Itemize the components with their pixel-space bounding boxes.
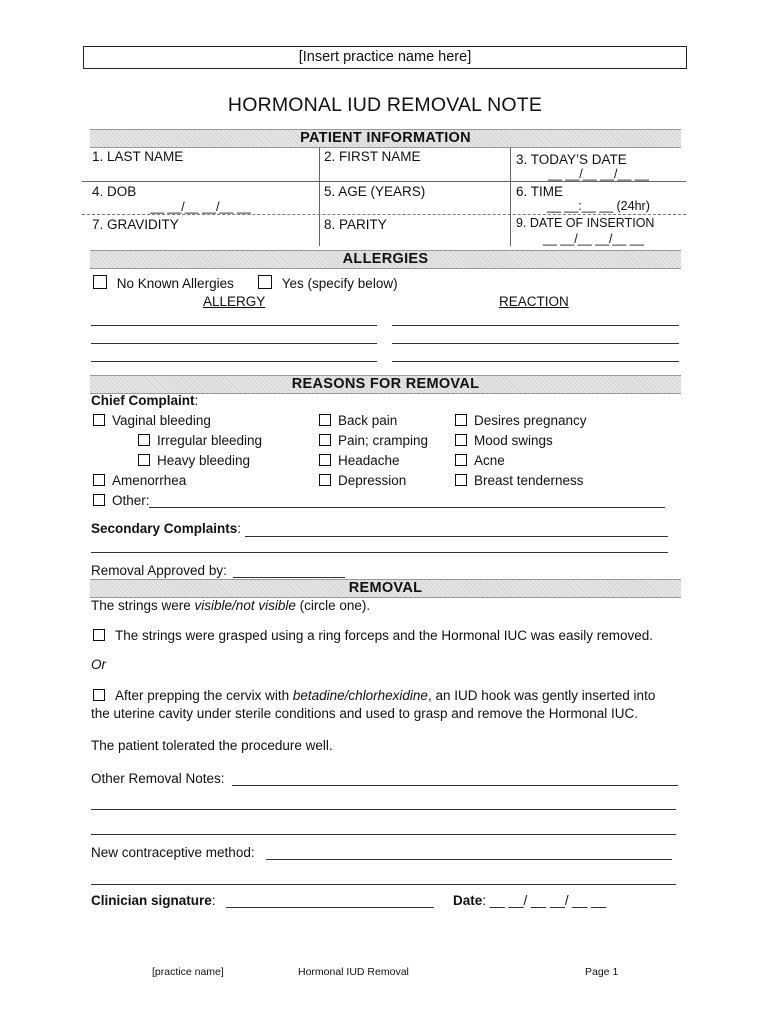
checkbox-icon[interactable] <box>93 689 105 701</box>
reaction-entry-line[interactable] <box>392 361 679 362</box>
new-contraceptive-label: New contraceptive method: <box>91 845 255 860</box>
yes-allergies-option[interactable]: Yes (specify below) <box>258 275 398 291</box>
iud-hook-text-line2: the uterine cavity under sterile conditions and used to grasp and remove the Hormonal IUC. <box>91 706 639 721</box>
reaction-entry-line[interactable] <box>392 325 679 326</box>
allergy-column-header: ALLERGY <box>203 294 266 309</box>
practice-name-box[interactable]: [Insert practice name here] <box>83 46 687 69</box>
allergy-entry-line[interactable] <box>91 325 377 326</box>
footer-document-title: Hormonal IUD Removal <box>298 966 409 978</box>
reaction-entry-line[interactable] <box>392 343 679 344</box>
checkbox-icon[interactable] <box>319 454 331 466</box>
irregular-bleeding-option[interactable]: Irregular bleeding <box>138 433 262 448</box>
section-patient-information: PATIENT INFORMATION <box>90 129 681 148</box>
clinician-signature-label: Clinician signature: <box>91 893 216 908</box>
checkbox-icon[interactable] <box>138 434 150 446</box>
checkbox-icon[interactable] <box>319 474 331 486</box>
or-text: Or <box>91 657 106 672</box>
breast-tenderness-option[interactable]: Breast tenderness <box>455 473 584 488</box>
table-divider <box>319 147 320 246</box>
new-contraceptive-line[interactable] <box>266 859 672 860</box>
desires-pregnancy-option[interactable]: Desires pregnancy <box>455 413 587 428</box>
back-pain-option[interactable]: Back pain <box>319 413 397 428</box>
clinician-signature-line[interactable] <box>226 907 434 908</box>
checkbox-icon[interactable] <box>93 275 107 289</box>
other-entry-line[interactable] <box>149 507 665 508</box>
date-field[interactable]: Date: __ __/ __ __/ __ __ <box>453 893 607 908</box>
checkbox-icon[interactable] <box>455 454 467 466</box>
age-field[interactable]: 5. AGE (YEARS) <box>324 184 426 199</box>
allergy-entry-line[interactable] <box>91 343 377 344</box>
checkbox-icon[interactable] <box>319 414 331 426</box>
removal-approved-line[interactable] <box>233 577 345 578</box>
gravidity-field[interactable]: 7. GRAVIDITY <box>92 217 179 232</box>
new-contraceptive-line[interactable] <box>91 884 676 885</box>
depression-option[interactable]: Depression <box>319 473 406 488</box>
checkbox-icon[interactable] <box>455 414 467 426</box>
table-rule <box>82 181 686 182</box>
dob-field[interactable]: __ __/__ __/__ __ <box>150 200 251 214</box>
time-label: 6. TIME <box>516 184 564 199</box>
secondary-complaints-label: Secondary Complaints: <box>91 521 242 536</box>
other-removal-notes-label: Other Removal Notes: <box>91 771 225 786</box>
secondary-complaints-line[interactable] <box>245 536 668 537</box>
removal-approved-label: Removal Approved by: <box>91 563 227 578</box>
other-notes-line[interactable] <box>91 809 676 810</box>
todays-date-field[interactable]: __ __/__ __/__ __ <box>548 167 649 181</box>
time-field[interactable]: __ __:__ __ (24hr) <box>547 199 650 213</box>
checkbox-icon[interactable] <box>93 629 105 641</box>
heavy-bleeding-option[interactable]: Heavy bleeding <box>138 453 250 468</box>
todays-date-label: 3. TODAY’S DATE <box>516 152 627 167</box>
no-known-allergies-option[interactable]: No Known Allergies <box>93 275 234 291</box>
pain-cramping-option[interactable]: Pain; cramping <box>319 433 428 448</box>
table-rule <box>82 214 686 215</box>
first-name-field[interactable]: 2. FIRST NAME <box>324 149 421 164</box>
checkbox-icon[interactable] <box>93 494 105 506</box>
vaginal-bleeding-option[interactable]: Vaginal bleeding <box>93 413 211 428</box>
last-name-field[interactable]: 1. LAST NAME <box>92 149 184 164</box>
chief-complaint-label: Chief Complaint: <box>91 393 199 408</box>
checkbox-icon[interactable] <box>93 414 105 426</box>
checkbox-icon[interactable] <box>455 434 467 446</box>
page-title: HORMONAL IUD REMOVAL NOTE <box>227 94 543 116</box>
checkbox-icon[interactable] <box>93 474 105 486</box>
footer-practice-name: [practice name] <box>152 966 224 978</box>
allergy-entry-line[interactable] <box>91 361 377 362</box>
ring-forceps-option[interactable]: The strings were grasped using a ring forceps and the Hormonal IUC was easily removed. <box>93 628 653 643</box>
other-option[interactable]: Other: <box>93 493 150 508</box>
reaction-column-header: REACTION <box>499 294 569 309</box>
acne-option[interactable]: Acne <box>455 453 505 468</box>
table-divider <box>510 147 511 246</box>
other-notes-line[interactable] <box>91 834 676 835</box>
checkbox-icon[interactable] <box>138 454 150 466</box>
amenorrhea-option[interactable]: Amenorrhea <box>93 473 186 488</box>
iud-hook-option[interactable]: After prepping the cervix with betadine/chlorhexidine, an IUD hook was gently inserted into <box>93 688 655 703</box>
checkbox-icon[interactable] <box>455 474 467 486</box>
checkbox-icon[interactable] <box>319 434 331 446</box>
footer-page-number: Page 1 <box>585 966 619 978</box>
tolerated-text: The patient tolerated the procedure well. <box>91 738 333 753</box>
section-reasons-for-removal: REASONS FOR REMOVAL <box>90 375 681 394</box>
checkbox-icon[interactable] <box>258 275 272 289</box>
mood-swings-option[interactable]: Mood swings <box>455 433 553 448</box>
secondary-complaints-line[interactable] <box>91 552 668 553</box>
strings-visibility-text[interactable]: The strings were visible/not visible (circle one). <box>91 598 371 613</box>
insertion-date-field[interactable]: __ __/__ __/__ __ <box>543 232 644 246</box>
dob-label: 4. DOB <box>92 184 137 199</box>
other-notes-line[interactable] <box>232 785 678 786</box>
headache-option[interactable]: Headache <box>319 453 400 468</box>
parity-field[interactable]: 8. PARITY <box>324 217 387 232</box>
section-allergies: ALLERGIES <box>90 250 681 269</box>
section-removal: REMOVAL <box>90 579 681 598</box>
insertion-date-label: 9. DATE OF INSERTION <box>516 216 655 230</box>
